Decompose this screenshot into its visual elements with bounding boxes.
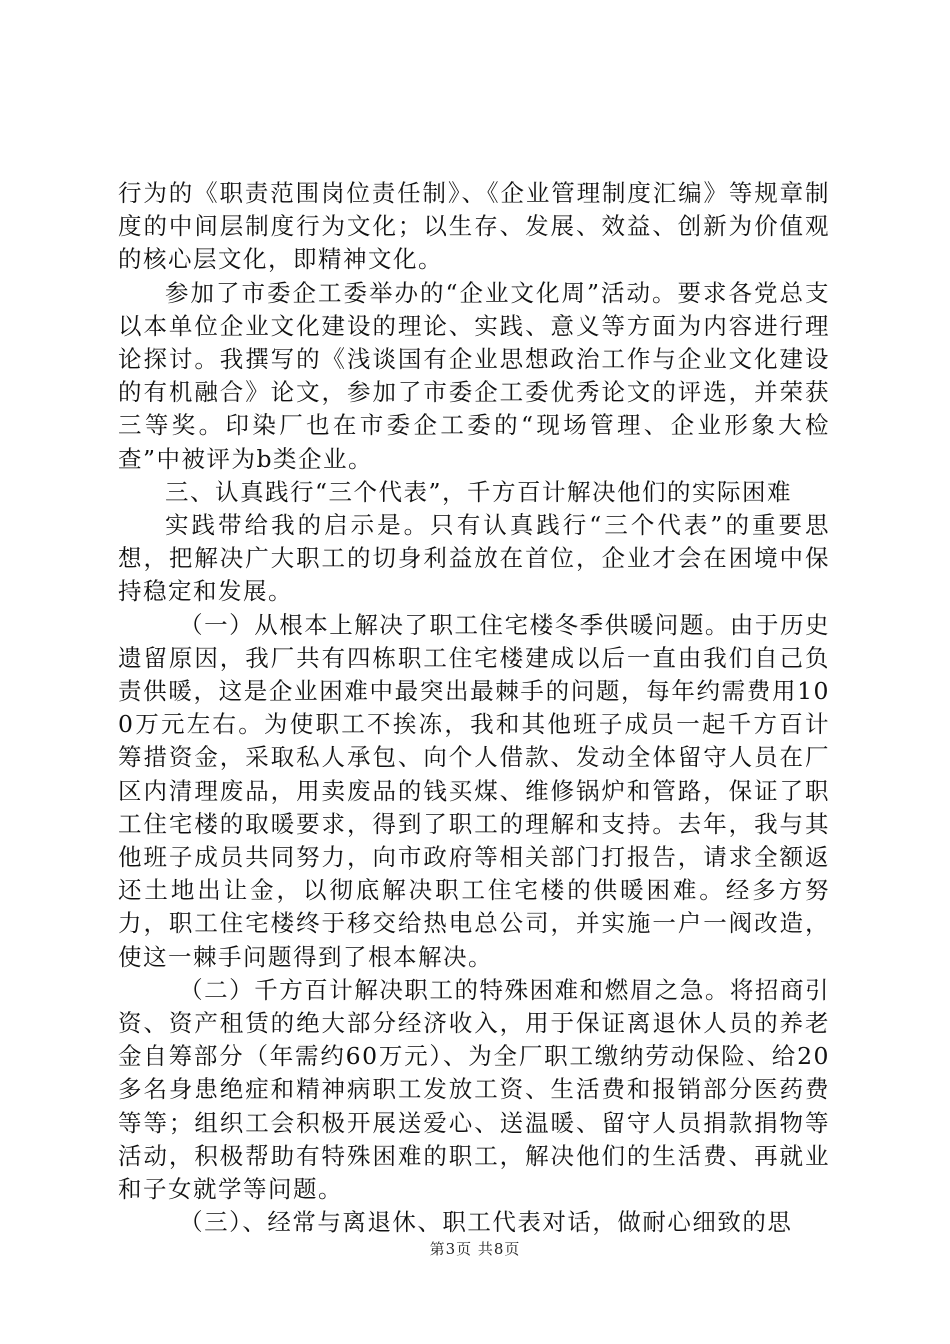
paragraph-culture-week: 参加了市委企工委举办的“企业文化周”活动。要求各党总支以本单位企业文化建设的理论、实践、意义等方面为内容进行理论探讨。我撰写的《浅谈国有企业思想政治工作与企业文化建设的有机融合》论文，参加了市委企工委优秀论文的评选，并荣获三等奖。印染厂也在市委企工委的“现场管理、企业形象大检查”中被评为b类企业。 (118, 278, 830, 473)
paragraph-heating-issue: （一）从根本上解决了职工住宅楼冬季供暖问题。由于历史遗留原因，我厂共有四栋职工住宅楼建成以后一直由我们自己负责供暖，这是企业困难中最突出最棘手的问题，每年约需费用100万元左右。为使职工不挨冻，我和其他班子成员一起千方百计筹措资金，采取私人承包、向个人借款、发动全体留守人员在厂区内清理废品，用卖废品的钱买煤、维修锅炉和管路，保证了职工住宅楼的取暖要求，得到了职工的理解和支持。去年，我与其他班子成员共同努力，向市政府等相关部门打报告，请求全额返还土地出让金，以彻底解决职工住宅楼的供暖困难。经多方努力，职工住宅楼终于移交给热电总公司，并实施一户一阀改造，使这一棘手问题得到了根本解决。 (118, 610, 830, 971)
document-body (118, 177, 830, 1240)
paragraph-culture-layers: 行为的《职责范围岗位责任制》、《企业管理制度汇编》等规章制度的中间层制度行为文化；以生存、发展、效益、创新为价值观的核心层文化，即精神文化。 (118, 179, 830, 274)
paragraph-practice-insight: 实践带给我的启示是。只有认真践行“三个代表”的重要思想，把解决广大职工的切身利益放在首位，企业才会在困境中保持稳定和发展。 (118, 511, 830, 606)
section-heading-three-represents: 三、认真践行“三个代表”，千方百计解决他们的实际困难 (165, 477, 793, 506)
paragraph-special-difficulties: （二）千方百计解决职工的特殊困难和燃眉之急。将招商引资、资产租赁的绝大部分经济收入，用于保证离退休人员的养老金自筹部分（年需约60万元）、为全厂职工缴纳劳动保险、给20多名身患绝症和精神病职工发放工资、生活费和报销部分医药费等等；组织工会积极开展送爱心、送温暖、留守人员捐款捐物等活动，积极帮助有特殊困难的职工，解决他们的生活费、再就业和子女就学等问题。 (118, 975, 830, 1204)
page-number-footer: 第3页 共8页 (429, 1240, 521, 1258)
paragraph-dialogue: （三）、经常与离退休、职工代表对话，做耐心细致的思 (179, 1208, 793, 1237)
